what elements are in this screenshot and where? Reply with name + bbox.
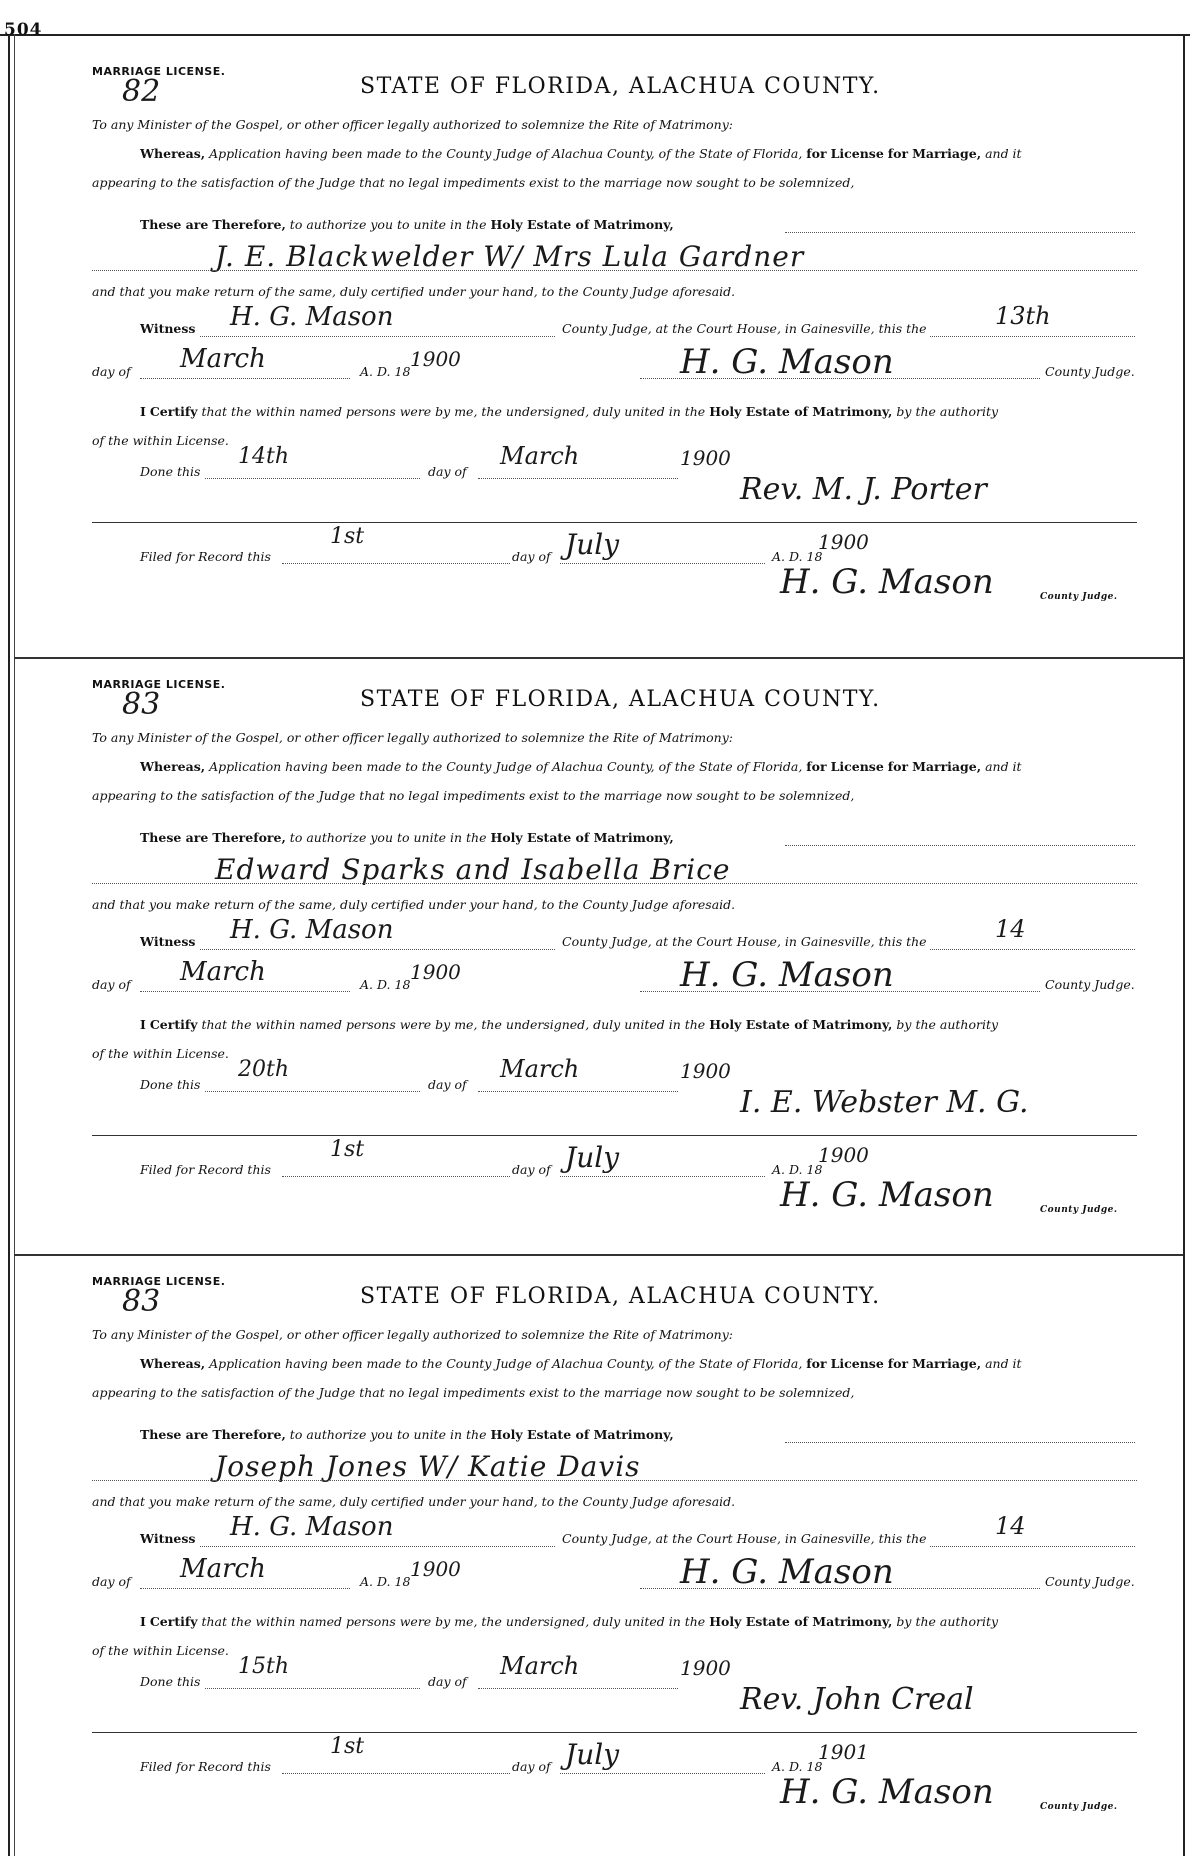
filed-month-dots bbox=[560, 1176, 765, 1177]
parties-names: J. E. Blackwelder W/ Mrs Lula Gardner bbox=[215, 240, 805, 273]
appearing-line: appearing to the satisfaction of the Judge that no legal impediments exist to the marriage now sought to be solemnized, bbox=[92, 788, 855, 803]
these-are-line bbox=[140, 1427, 674, 1442]
whereas-word: Whereas, bbox=[140, 759, 206, 774]
county-judge-label: County Judge. bbox=[1045, 364, 1135, 379]
within-license: of the within License. bbox=[92, 1046, 229, 1061]
date-day-dots bbox=[930, 1546, 1135, 1547]
license-month: March bbox=[180, 344, 266, 374]
filed-year: 1901 bbox=[818, 1740, 869, 1764]
whereas-word: Whereas, bbox=[140, 1356, 206, 1371]
holy-estate: Holy Estate of Matrimony, bbox=[490, 1427, 674, 1442]
authorize-text: to authorize you to unite in the bbox=[289, 1427, 487, 1442]
license-word: License bbox=[830, 146, 884, 161]
ad-label: A. D. 18 bbox=[360, 1574, 411, 1589]
license-year: 1900 bbox=[410, 960, 461, 984]
parties-dots bbox=[92, 270, 1137, 271]
done-day-dots bbox=[205, 1688, 420, 1689]
license-number: 82 bbox=[122, 74, 161, 109]
authorize-text: to authorize you to unite in the bbox=[289, 830, 487, 845]
and-it: and it bbox=[985, 759, 1022, 774]
done-month: March bbox=[500, 442, 580, 470]
for-word: for bbox=[887, 146, 909, 161]
county-judge-at: County Judge, at the Court House, in Gainesville, this the bbox=[562, 1531, 927, 1546]
and-it: and it bbox=[985, 1356, 1022, 1371]
therefore: Therefore, bbox=[212, 1427, 286, 1442]
authorize-text: to authorize you to unite in the bbox=[289, 217, 487, 232]
filed-ad-label: A. D. 18 bbox=[772, 1759, 823, 1774]
appearing-line: appearing to the satisfaction of the Judge that no legal impediments exist to the marriage now sought to be solemnized, bbox=[92, 1385, 855, 1400]
county-judge-small: County Judge. bbox=[1040, 1802, 1118, 1812]
ad-label: A. D. 18 bbox=[360, 364, 411, 379]
within-license: of the within License. bbox=[92, 1643, 229, 1658]
these-are: These are bbox=[140, 830, 209, 845]
for-word: for bbox=[887, 1356, 909, 1371]
officiant-signature: Rev. M. J. Porter bbox=[740, 472, 987, 507]
marriage-word: Marriage, bbox=[912, 759, 982, 774]
license-separator bbox=[14, 1254, 1183, 1256]
license-label: MARRIAGE LICENSE. bbox=[92, 65, 226, 78]
filed-year: 1900 bbox=[818, 1143, 869, 1167]
judge-signature: H. G. Mason bbox=[680, 1552, 894, 1592]
done-this-label: Done this bbox=[140, 464, 201, 479]
done-day: 14th bbox=[238, 444, 290, 469]
parties-names: Edward Sparks and Isabella Brice bbox=[215, 853, 731, 886]
whereas-word: Whereas, bbox=[140, 146, 206, 161]
done-day-of: day of bbox=[428, 1077, 467, 1092]
witness-name: H. G. Mason bbox=[230, 1512, 394, 1542]
day-of-label: day of bbox=[92, 1574, 131, 1589]
filed-label: Filed for Record this bbox=[140, 549, 271, 564]
license-word: License bbox=[830, 759, 884, 774]
address-line: To any Minister of the Gospel, or other officer legally authorized to solemnize the Rite of Matrimony: bbox=[92, 117, 733, 132]
filed-month: July bbox=[565, 1738, 620, 1771]
license-header: STATE OF FLORIDA, ALACHUA COUNTY. bbox=[360, 1284, 881, 1309]
county-judge-label: County Judge. bbox=[1045, 977, 1135, 992]
license-label: MARRIAGE LICENSE. bbox=[92, 678, 226, 691]
license-word: License bbox=[830, 1356, 884, 1371]
whereas-line bbox=[140, 1356, 1022, 1371]
whereas-for: for bbox=[806, 1356, 827, 1371]
page-top-rule bbox=[0, 34, 1190, 36]
marriage-word: Marriage, bbox=[912, 146, 982, 161]
officiant-signature: Rev. John Creal bbox=[740, 1682, 974, 1717]
parties-names: Joseph Jones W/ Katie Davis bbox=[215, 1450, 641, 1483]
filed-day-dots bbox=[282, 1773, 510, 1774]
ad-label: A. D. 18 bbox=[360, 977, 411, 992]
filed-month-dots bbox=[560, 1773, 765, 1774]
marriage-word: Marriage, bbox=[912, 1356, 982, 1371]
filed-day: 1st bbox=[330, 1137, 365, 1162]
return-line: and that you make return of the same, duly certified under your hand, to the County Judge aforesaid. bbox=[92, 284, 736, 299]
by-authority: by the authority bbox=[896, 1017, 999, 1032]
parties-dots bbox=[92, 1480, 1137, 1481]
certify-text: that the within named persons were by me, the undersigned, duly united in the bbox=[201, 1017, 706, 1032]
done-month: March bbox=[500, 1652, 580, 1680]
filed-year: 1900 bbox=[818, 530, 869, 554]
certify-line bbox=[140, 1614, 998, 1629]
page-right-rule bbox=[1183, 34, 1185, 1856]
day-of-label: day of bbox=[92, 364, 131, 379]
witness-word: Witness bbox=[140, 934, 196, 949]
license-day: 14 bbox=[995, 915, 1026, 943]
filed-day-of: day of bbox=[512, 1759, 551, 1774]
license-month: March bbox=[180, 957, 266, 987]
page-number: 504 bbox=[4, 20, 43, 40]
month-dots bbox=[140, 991, 350, 992]
filed-separator bbox=[92, 1135, 1137, 1136]
certify-line bbox=[140, 1017, 998, 1032]
license-label: MARRIAGE LICENSE. bbox=[92, 1275, 226, 1288]
and-it: and it bbox=[985, 146, 1022, 161]
witness-label bbox=[140, 321, 195, 336]
done-day: 20th bbox=[238, 1057, 290, 1082]
these-are: These are bbox=[140, 217, 209, 232]
witness-word: Witness bbox=[140, 1531, 196, 1546]
filed-signature: H. G. Mason bbox=[780, 562, 994, 602]
whereas-text: Application having been made to the County Judge of Alachua County, of the State of Florida, bbox=[209, 1356, 803, 1371]
judge-signature-dots bbox=[640, 378, 1040, 379]
whereas-text: Application having been made to the County Judge of Alachua County, of the State of Florida, bbox=[209, 759, 803, 774]
certify-word: Certify bbox=[149, 404, 198, 419]
county-judge-small: County Judge. bbox=[1040, 1205, 1118, 1215]
done-year: 1900 bbox=[680, 1656, 731, 1680]
done-year: 1900 bbox=[680, 446, 731, 470]
certify-i: I bbox=[140, 1614, 146, 1629]
witness-dots bbox=[200, 1546, 555, 1547]
certify-i: I bbox=[140, 404, 146, 419]
county-judge-at: County Judge, at the Court House, in Gainesville, this the bbox=[562, 934, 927, 949]
holy-estate-2: Holy Estate of Matrimony, bbox=[709, 1017, 893, 1032]
within-license: of the within License. bbox=[92, 433, 229, 448]
return-line: and that you make return of the same, duly certified under your hand, to the County Judge aforesaid. bbox=[92, 897, 736, 912]
certify-word: Certify bbox=[149, 1017, 198, 1032]
license-month: March bbox=[180, 1554, 266, 1584]
therefore: Therefore, bbox=[212, 217, 286, 232]
done-month-dots bbox=[478, 1688, 678, 1689]
done-day-of: day of bbox=[428, 464, 467, 479]
officiant-signature: I. E. Webster M. G. bbox=[740, 1085, 1029, 1120]
whereas-line bbox=[140, 759, 1022, 774]
county-judge-small: County Judge. bbox=[1040, 592, 1118, 602]
address-line: To any Minister of the Gospel, or other officer legally authorized to solemnize the Rite of Matrimony: bbox=[92, 730, 733, 745]
whereas-line bbox=[140, 146, 1022, 161]
witness-dots bbox=[200, 949, 555, 950]
by-authority: by the authority bbox=[896, 1614, 999, 1629]
county-judge-label: County Judge. bbox=[1045, 1574, 1135, 1589]
judge-signature-dots bbox=[640, 1588, 1040, 1589]
done-this-label: Done this bbox=[140, 1674, 201, 1689]
these-are-dots bbox=[785, 232, 1135, 233]
whereas-for: for bbox=[806, 759, 827, 774]
filed-ad-label: A. D. 18 bbox=[772, 549, 823, 564]
license-number: 83 bbox=[122, 687, 161, 722]
appearing-line: appearing to the satisfaction of the Judge that no legal impediments exist to the marriage now sought to be solemnized, bbox=[92, 175, 855, 190]
therefore: Therefore, bbox=[212, 830, 286, 845]
page-left-rule bbox=[8, 34, 10, 1856]
done-month-dots bbox=[478, 478, 678, 479]
witness-label bbox=[140, 1531, 195, 1546]
witness-dots bbox=[200, 336, 555, 337]
filed-day-of: day of bbox=[512, 549, 551, 564]
month-dots bbox=[140, 378, 350, 379]
certify-word: Certify bbox=[149, 1614, 198, 1629]
filed-ad-label: A. D. 18 bbox=[772, 1162, 823, 1177]
certify-text: that the within named persons were by me, the undersigned, duly united in the bbox=[201, 1614, 706, 1629]
by-authority: by the authority bbox=[896, 404, 999, 419]
whereas-text: Application having been made to the County Judge of Alachua County, of the State of Florida, bbox=[209, 146, 803, 161]
holy-estate: Holy Estate of Matrimony, bbox=[490, 830, 674, 845]
these-are-line bbox=[140, 217, 674, 232]
filed-separator bbox=[92, 1732, 1137, 1733]
judge-signature: H. G. Mason bbox=[680, 342, 894, 382]
these-are-dots bbox=[785, 845, 1135, 846]
done-day-dots bbox=[205, 478, 420, 479]
license-number: 83 bbox=[122, 1284, 161, 1319]
filed-signature: H. G. Mason bbox=[780, 1772, 994, 1812]
done-month: March bbox=[500, 1055, 580, 1083]
certify-i: I bbox=[140, 1017, 146, 1032]
these-are-line bbox=[140, 830, 674, 845]
done-day-dots bbox=[205, 1091, 420, 1092]
whereas-for: for bbox=[806, 146, 827, 161]
done-month-dots bbox=[478, 1091, 678, 1092]
license-day: 14 bbox=[995, 1512, 1026, 1540]
license-header: STATE OF FLORIDA, ALACHUA COUNTY. bbox=[360, 74, 881, 99]
certify-line bbox=[140, 404, 998, 419]
filed-month-dots bbox=[560, 563, 765, 564]
done-day: 15th bbox=[238, 1654, 290, 1679]
holy-estate: Holy Estate of Matrimony, bbox=[490, 217, 674, 232]
filed-day: 1st bbox=[330, 1734, 365, 1759]
filed-signature: H. G. Mason bbox=[780, 1175, 994, 1215]
filed-label: Filed for Record this bbox=[140, 1162, 271, 1177]
license-separator bbox=[14, 657, 1183, 659]
license-day: 13th bbox=[995, 302, 1051, 330]
county-judge-at: County Judge, at the Court House, in Gainesville, this the bbox=[562, 321, 927, 336]
license-header: STATE OF FLORIDA, ALACHUA COUNTY. bbox=[360, 687, 881, 712]
for-word: for bbox=[887, 759, 909, 774]
these-are: These are bbox=[140, 1427, 209, 1442]
filed-month: July bbox=[565, 528, 620, 561]
filed-day-of: day of bbox=[512, 1162, 551, 1177]
witness-name: H. G. Mason bbox=[230, 302, 394, 332]
done-this-label: Done this bbox=[140, 1077, 201, 1092]
witness-name: H. G. Mason bbox=[230, 915, 394, 945]
filed-day-dots bbox=[282, 563, 510, 564]
these-are-dots bbox=[785, 1442, 1135, 1443]
judge-signature: H. G. Mason bbox=[680, 955, 894, 995]
filed-label: Filed for Record this bbox=[140, 1759, 271, 1774]
license-year: 1900 bbox=[410, 347, 461, 371]
filed-month: July bbox=[565, 1141, 620, 1174]
witness-word: Witness bbox=[140, 321, 196, 336]
day-of-label: day of bbox=[92, 977, 131, 992]
date-day-dots bbox=[930, 949, 1135, 950]
return-line: and that you make return of the same, duly certified under your hand, to the County Judge aforesaid. bbox=[92, 1494, 736, 1509]
date-day-dots bbox=[930, 336, 1135, 337]
witness-label bbox=[140, 934, 195, 949]
done-year: 1900 bbox=[680, 1059, 731, 1083]
filed-separator bbox=[92, 522, 1137, 523]
filed-day-dots bbox=[282, 1176, 510, 1177]
done-day-of: day of bbox=[428, 1674, 467, 1689]
month-dots bbox=[140, 1588, 350, 1589]
license-year: 1900 bbox=[410, 1557, 461, 1581]
certify-text: that the within named persons were by me, the undersigned, duly united in the bbox=[201, 404, 706, 419]
judge-signature-dots bbox=[640, 991, 1040, 992]
filed-day: 1st bbox=[330, 524, 365, 549]
parties-dots bbox=[92, 883, 1137, 884]
page-left-inner-rule bbox=[14, 34, 15, 1856]
holy-estate-2: Holy Estate of Matrimony, bbox=[709, 1614, 893, 1629]
holy-estate-2: Holy Estate of Matrimony, bbox=[709, 404, 893, 419]
address-line: To any Minister of the Gospel, or other officer legally authorized to solemnize the Rite of Matrimony: bbox=[92, 1327, 733, 1342]
